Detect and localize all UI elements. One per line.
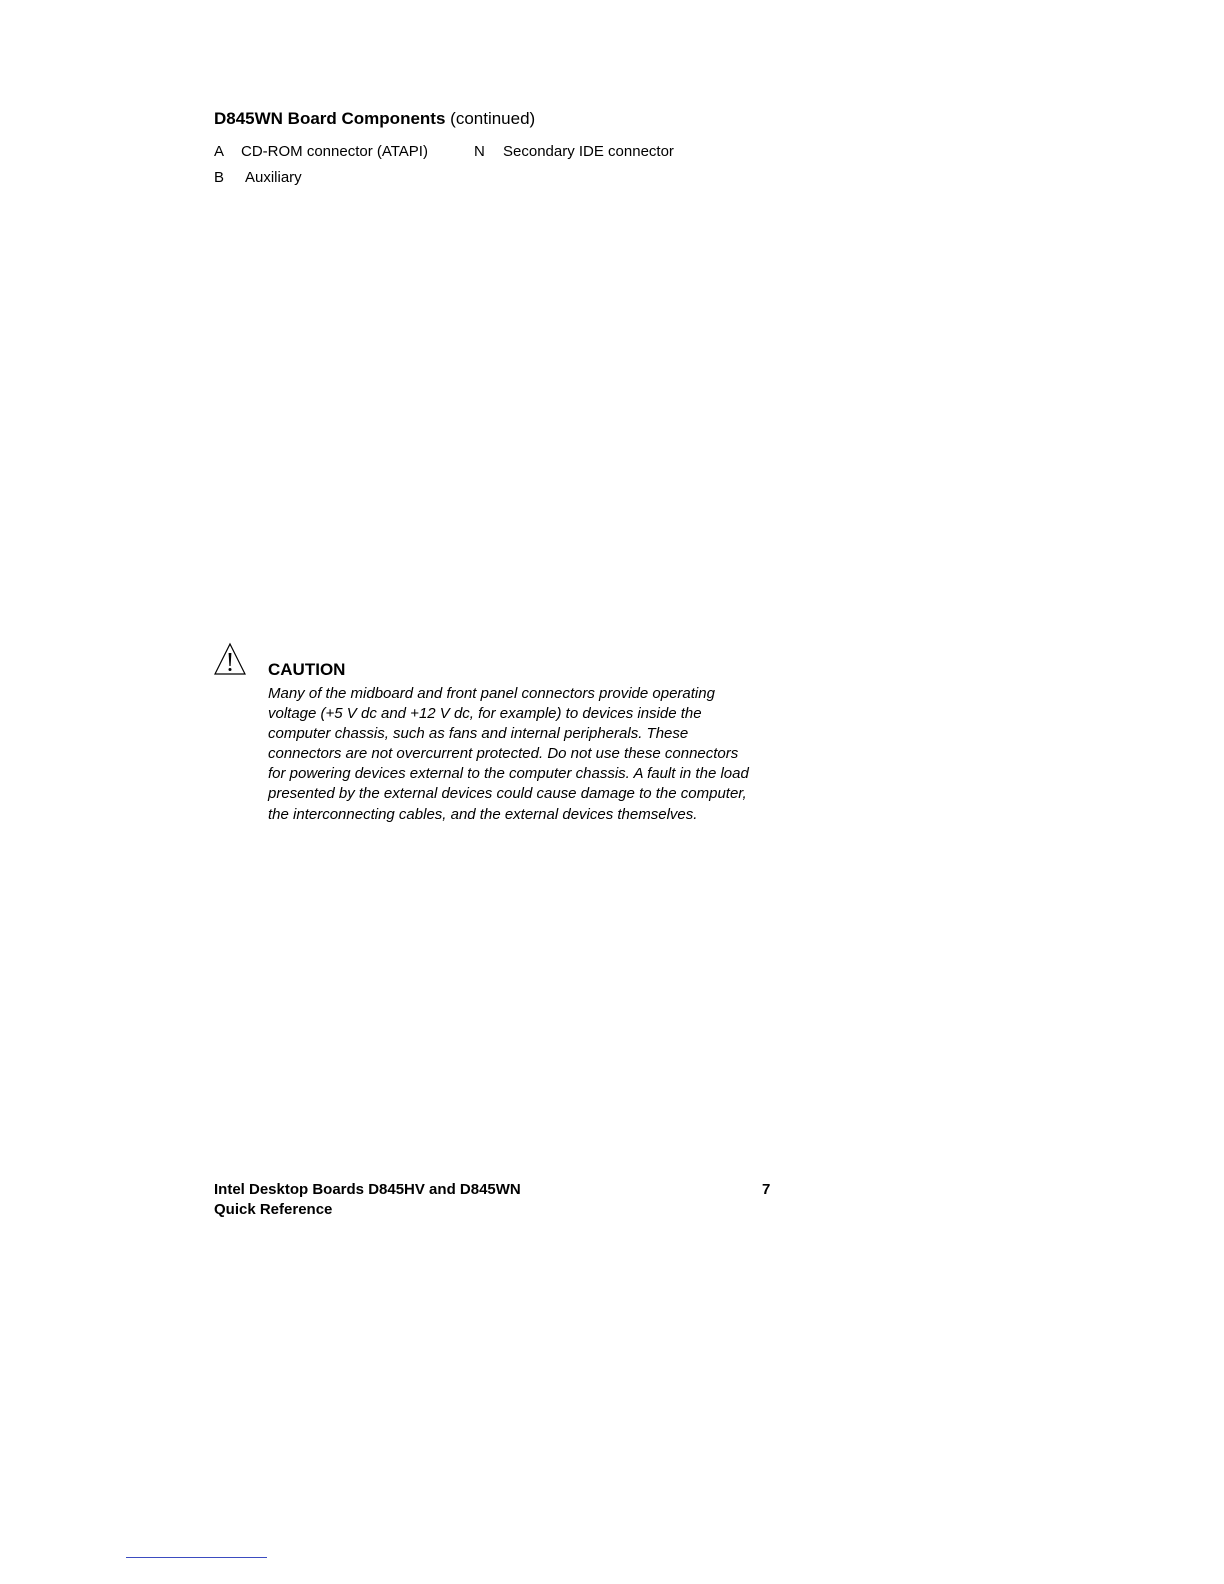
footnote-divider <box>126 1557 267 1558</box>
caution-line: connectors are not overcurrent protected. Do not use these connectors <box>268 745 739 763</box>
section-heading-title: D845WN Board Components <box>214 109 446 128</box>
warning-triangle-icon <box>213 642 247 676</box>
component-label: Secondary IDE connector <box>503 143 674 160</box>
component-letter: B <box>214 169 225 186</box>
caution-line: voltage (+5 V dc and +12 V dc, for example) to devices inside the <box>268 705 702 723</box>
component-label: Auxiliary <box>245 169 302 186</box>
component-label: CD-ROM connector (ATAPI) <box>241 143 428 160</box>
caution-line: presented by the external devices could cause damage to the computer, <box>268 785 747 803</box>
section-heading <box>214 108 535 130</box>
caution-line: computer chassis, such as fans and internal peripherals. These <box>268 725 689 743</box>
page-footer <box>214 1180 521 1220</box>
caution-line: for powering devices external to the computer chassis. A fault in the load <box>268 765 749 783</box>
caution-title: CAUTION <box>268 660 346 679</box>
footer-document-subtitle: Quick Reference <box>214 1201 333 1218</box>
caution-line: Many of the midboard and front panel connectors provide operating <box>268 685 715 702</box>
component-letter: A <box>214 143 225 160</box>
component-letter: N <box>474 143 485 160</box>
page-number: 7 <box>762 1181 771 1198</box>
footer-document-title: Intel Desktop Boards D845HV and D845WN <box>214 1181 521 1198</box>
caution-body <box>268 684 798 825</box>
caution-line: the interconnecting cables, and the external devices themselves. <box>268 805 698 823</box>
section-heading-suffix: (continued) <box>450 109 536 128</box>
